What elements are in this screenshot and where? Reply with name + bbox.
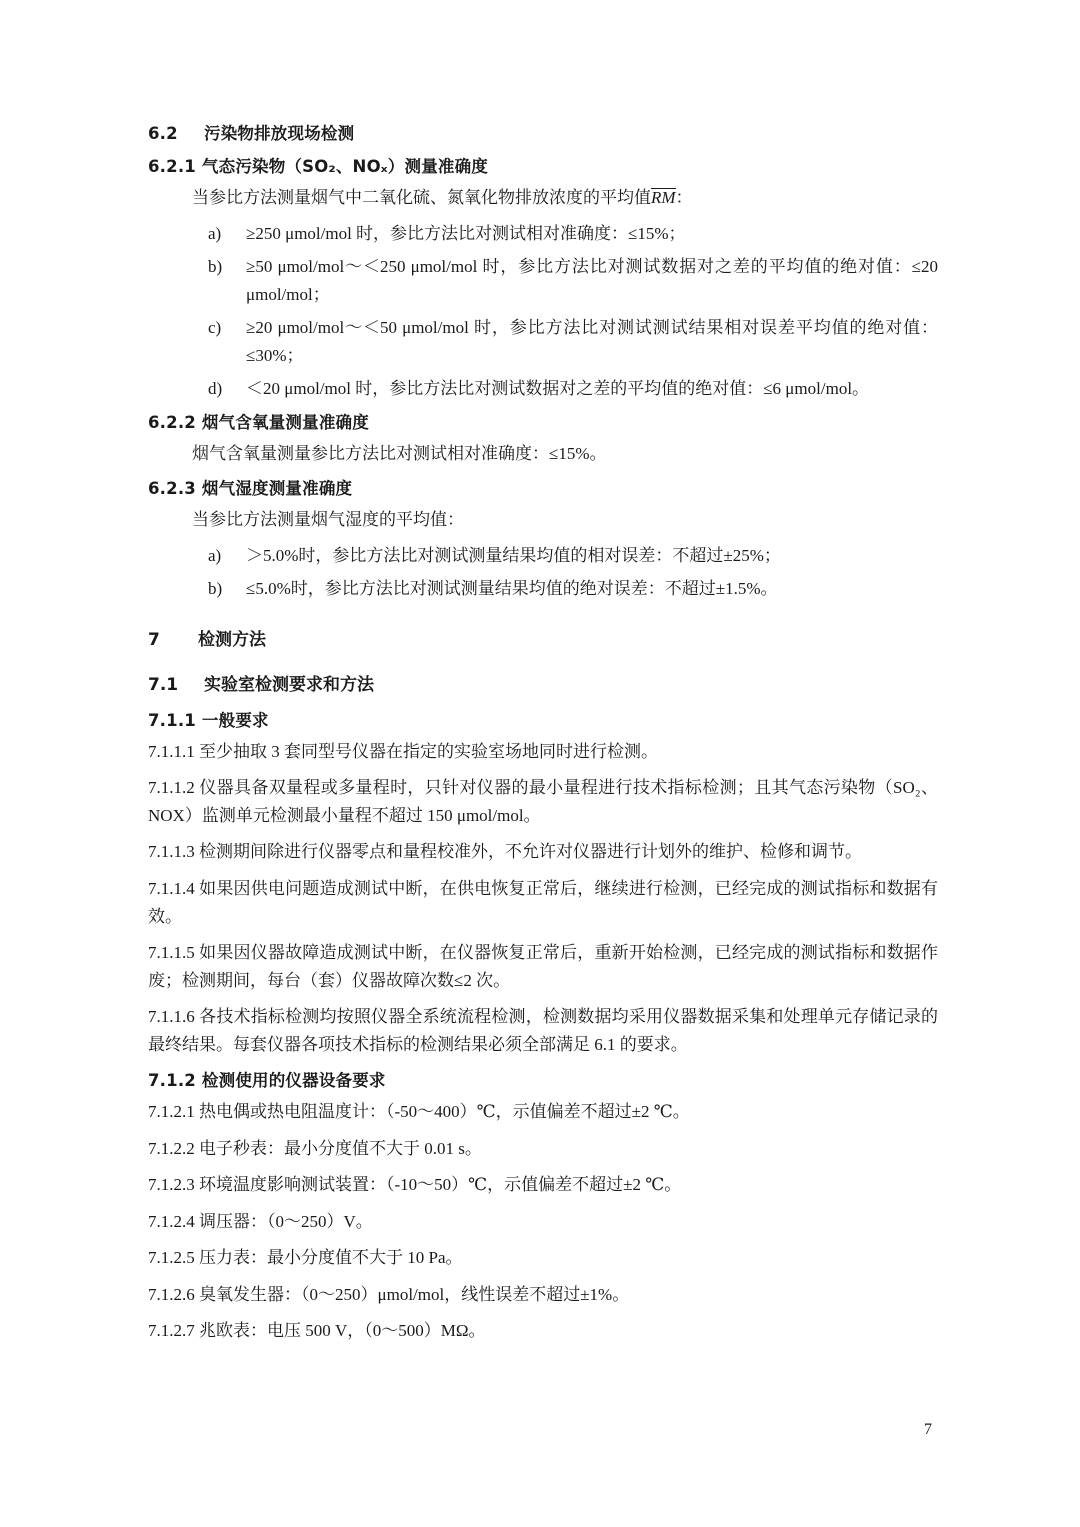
paragraph-7-1-2-3: 7.1.2.3 环境温度影响测试装置：（-10～50）℃，示值偏差不超过±2 ℃。 (148, 1175, 682, 1195)
paragraph-7-1-2-1: 7.1.2.1 热电偶或热电阻温度计：（-50～400）℃，示值偏差不超过±2 ℃。 (148, 1102, 690, 1122)
paragraph-7-1-2-6: 7.1.2.6 臭氧发生器：（0～250）μmol/mol，线性误差不超过±1%。 (148, 1284, 630, 1304)
heading-6-2-2 (148, 409, 938, 433)
paragraph-7-1-2-4: 7.1.2.4 调压器：（0～250）V。 (148, 1211, 373, 1231)
paragraph-6-2-2-body: 烟气含氧量测量参比方法比对测试相对准确度：≤15%。 (192, 443, 607, 463)
list-item-text: ≥250 μmol/mol 时，参比方法比对测试相对准确度：≤15%； (246, 223, 686, 243)
heading-6-2-title: 污染物排放现场检测 (204, 124, 355, 143)
list-item-label: c) (208, 318, 222, 338)
paragraph-7-1-2-2: 7.1.2.2 电子秒表：最小分度值不大于 0.01 s。 (148, 1138, 482, 1158)
paragraph-6-2-1-lead (148, 184, 938, 212)
heading-6-2-2-text: 6.2.2 烟气含氧量测量准确度 (148, 412, 369, 432)
list-item (148, 253, 938, 308)
list-item-label: a) (208, 223, 222, 243)
page-content (148, 120, 938, 1345)
heading-7-1-1-text: 7.1.1 一般要求 (148, 710, 269, 730)
paragraph-7-1-2-7: 7.1.2.7 兆欧表：电压 500 V，（0～500）MΩ。 (148, 1321, 486, 1341)
paragraph-7-1-1-1: 7.1.1.1 至少抽取 3 套同型号仪器在指定的实验室场地同时进行检测。 (148, 741, 658, 761)
heading-7-1 (148, 670, 938, 695)
lead-tail: ： (675, 188, 693, 207)
list-item-label: a) (208, 545, 222, 565)
list-item-text: ≥20 μmol/mol～＜50 μmol/mol 时，参比方法比对测试测试结果相对误差平均值的绝对值：≤30%； (246, 318, 938, 365)
list-item (148, 575, 938, 603)
list-item (148, 375, 938, 403)
heading-6-2 (148, 120, 938, 144)
list-item-label: b) (208, 257, 223, 277)
list-item-text: ≤5.0%时，参比方法比对测试测量结果均值的绝对误差：不超过±1.5%。 (246, 579, 778, 599)
list-item-text: ＜20 μmol/mol 时，参比方法比对测试数据对之差的平均值的绝对值：≤6 μmol/mol。 (246, 379, 870, 399)
heading-6-2-3 (148, 475, 938, 499)
list-item-label: b) (208, 579, 223, 599)
heading-7 (148, 625, 938, 650)
paragraph-6-2-3-lead: 当参比方法测量烟气湿度的平均值： (192, 510, 464, 530)
paragraph-7-1-1-4: 7.1.1.4 如果因供电问题造成测试中断，在供电恢复正常后，继续进行检测，已经完成的测试指标和数据有效。 (148, 878, 938, 926)
paragraph-7-1-1-2: 7.1.1.2 仪器具备双量程或多量程时，只针对仪器的最小量程进行技术指标检测；且其气态污染物（SO₂、NOX）监测单元检测最小量程不超过 150 μmol/mol。 (148, 778, 938, 825)
list-item (148, 542, 938, 570)
heading-6-2-3-text: 6.2.3 烟气湿度测量准确度 (148, 479, 353, 499)
heading-6-2-1-text: 6.2.1 气态污染物（SO₂、NOₓ）测量准确度 (148, 157, 489, 176)
lead-text: 当参比方法测量烟气中二氧化硫、氮氧化物排放浓度的平均值 (192, 188, 651, 207)
heading-7-title: 检测方法 (198, 629, 266, 650)
list-item-text: ＞5.0%时，参比方法比对测试测量结果均值的相对误差：不超过±25%； (246, 545, 781, 565)
heading-6-2-1 (148, 153, 938, 177)
heading-7-1-2-text: 7.1.2 检测使用的仪器设备要求 (148, 1071, 386, 1091)
heading-7-1-1 (148, 707, 938, 731)
list-item (148, 220, 938, 248)
paragraph-7-1-1-3: 7.1.1.3 检测期间除进行仪器零点和量程校准外，不允许对仪器进行计划外的维护、检修和调节。 (148, 842, 862, 862)
page-number: 7 (924, 1421, 932, 1438)
list-item-text: ≥50 μmol/mol～＜250 μmol/mol 时，参比方法比对测试数据对之差的平均值的绝对值：≤20 μmol/mol； (246, 257, 938, 304)
paragraph-7-1-1-6: 7.1.1.6 各技术指标检测均按照仪器全系统流程检测，检测数据均采用仪器数据采集和处理单元存储记录的最终结果。每套仪器各项技术指标的检测结果必须全部满足 6.1 的要求。 (148, 1007, 938, 1054)
heading-7-1-title: 实验室检测要求和方法 (204, 674, 374, 695)
heading-6-2-number: 6.2 (148, 124, 178, 143)
heading-7-number: 7 (148, 629, 160, 650)
paragraph-7-1-1-5: 7.1.1.5 如果因仪器故障造成测试中断，在仪器恢复正常后，重新开始检测，已经完成的测试指标和数据作废；检测期间，每台（套）仪器故障次数≤2 次。 (148, 943, 938, 990)
heading-7-1-2 (148, 1067, 938, 1091)
list-item-label: d) (208, 379, 223, 399)
symbol-rm: RM (651, 188, 676, 207)
paragraph-7-1-2-5: 7.1.2.5 压力表：最小分度值不大于 10 Pa。 (148, 1248, 463, 1268)
heading-7-1-number: 7.1 (148, 674, 179, 695)
list-item (148, 314, 938, 369)
